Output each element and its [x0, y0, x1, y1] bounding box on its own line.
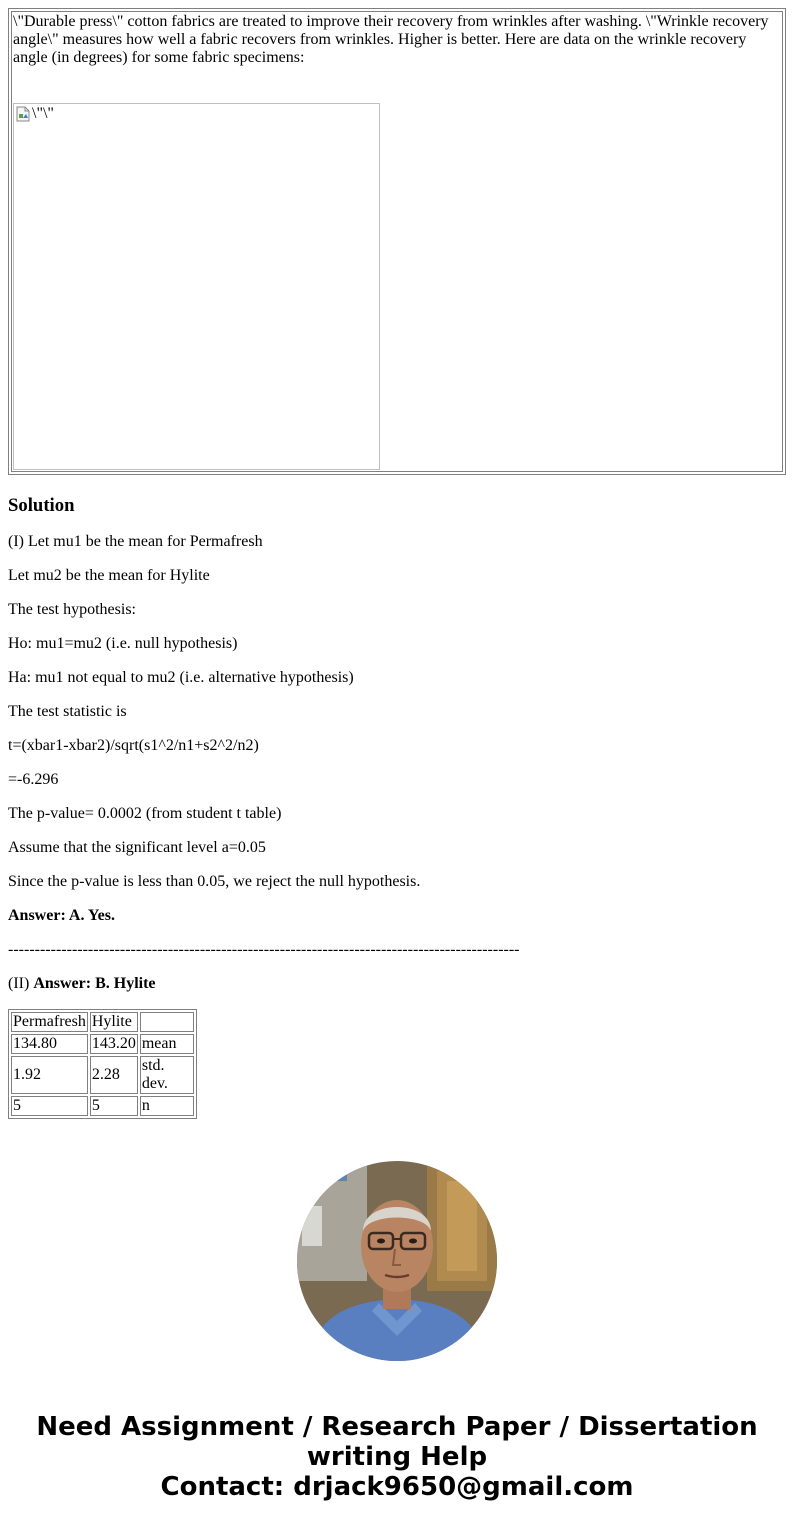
table-cell: 1.92	[11, 1056, 88, 1094]
table-row	[11, 1096, 194, 1116]
promo-line: writing Help	[306, 1442, 488, 1472]
table-row	[11, 1056, 194, 1094]
table-row	[11, 1012, 194, 1032]
solution-line: Since the p-value is less than 0.05, we reject the null hypothesis.	[8, 873, 421, 890]
table-cell: 134.80	[11, 1034, 88, 1054]
solution-line: The test hypothesis:	[8, 601, 136, 618]
solution-line: =-6.296	[8, 771, 59, 788]
broken-image-placeholder	[13, 103, 380, 470]
table-cell: Permafresh	[13, 1013, 86, 1030]
table-cell: std. dev.	[140, 1056, 194, 1094]
solution-line: Assume that the significant level a=0.05	[8, 839, 266, 856]
question-text: \"Durable press\" cotton fabrics are treated to improve their recovery from wrinkles after washing. \"Wrinkle recovery angle\" measures how well a fabric recovers from wrinkles. Higher is better. Here are data on the wrinkle recovery angle (in degrees) for some fabric specimens:	[13, 13, 769, 66]
solution-line: Let mu2 be the mean for Hylite	[8, 567, 210, 584]
table-row	[11, 1034, 194, 1054]
answer-one	[8, 907, 786, 925]
answer-two	[8, 975, 786, 993]
solution-heading: Solution	[8, 495, 75, 516]
table-cell: n	[140, 1096, 194, 1116]
promo-line: Need Assignment / Research Paper / Dissertation	[36, 1412, 758, 1442]
person-photo-illustration	[297, 1161, 497, 1361]
answer-two-text: Answer: B. Hylite	[33, 975, 156, 992]
solution-line: Ho: mu1=mu2 (i.e. null hypothesis)	[8, 635, 238, 652]
solution-line: The test statistic is	[8, 703, 127, 720]
table-cell	[140, 1012, 194, 1032]
table-cell: 2.28	[90, 1056, 138, 1094]
answer-one-text: Answer: A. Yes.	[8, 907, 115, 924]
table-cell: mean	[140, 1034, 194, 1054]
table-cell: 143.20	[91, 1035, 136, 1052]
summary-stats-table	[8, 1009, 197, 1119]
page-content	[0, 8, 794, 1119]
table-cell: Hylite	[90, 1012, 138, 1032]
solution-line: (I) Let mu1 be the mean for Permafresh	[8, 533, 263, 550]
part-two-prefix: (II)	[8, 975, 34, 992]
promo-contact: Contact: drjack9650@gmail.com	[160, 1472, 634, 1502]
solution-line: The p-value= 0.0002 (from student t table)	[8, 805, 282, 822]
promo-banner	[0, 1412, 794, 1502]
table-cell: 5	[11, 1096, 88, 1116]
image-alt-text: \"\"	[32, 105, 54, 122]
author-photo	[297, 1161, 497, 1361]
table-cell: 5	[90, 1096, 138, 1116]
solution-line: t=(xbar1-xbar2)/sqrt(s1^2/n1+s2^2/n2)	[8, 737, 259, 754]
divider-line: ------------------------------------------------------------------------------------------------	[8, 941, 520, 958]
broken-image-icon	[16, 106, 30, 122]
question-box	[8, 8, 786, 475]
solution-line: Ha: mu1 not equal to mu2 (i.e. alternative hypothesis)	[8, 669, 354, 686]
question-cell	[11, 11, 783, 472]
